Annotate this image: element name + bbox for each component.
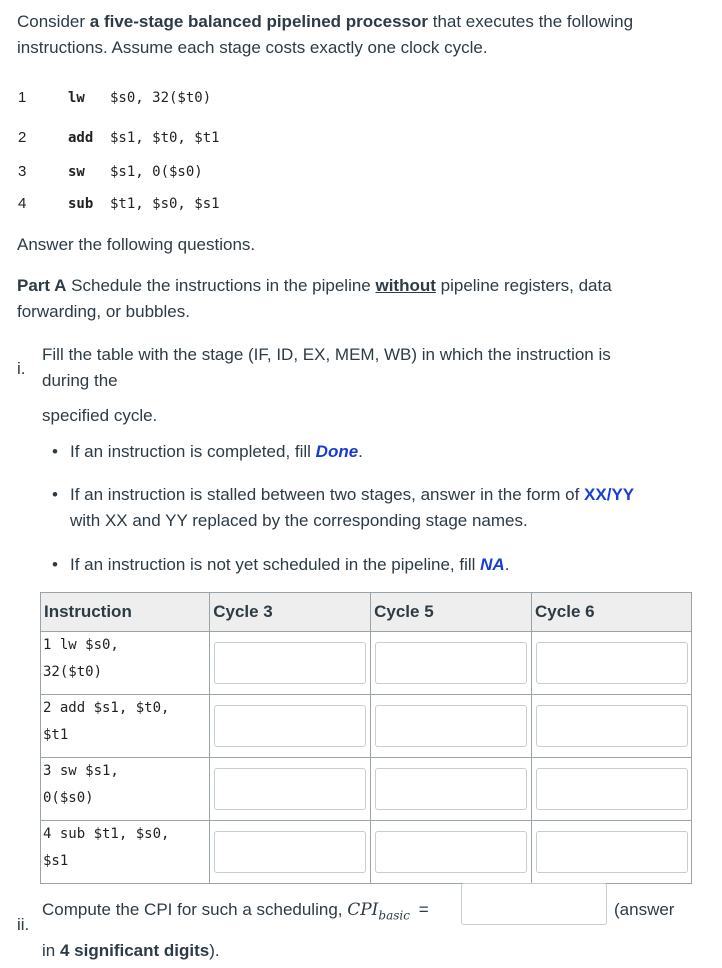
- part-a-paragraph: [17, 273, 707, 325]
- q2-line2-bold: 4 significant digits: [59, 941, 210, 960]
- code-line-2: [18, 129, 220, 146]
- bullet-3: [52, 552, 692, 578]
- header-cycle-6: Cycle 6: [532, 593, 692, 632]
- done-keyword: Done: [315, 442, 359, 461]
- opcode: lw: [68, 90, 85, 106]
- table-header-row: [41, 593, 692, 632]
- header-cycle-3: Cycle 3: [210, 593, 371, 632]
- operands: $t1, $s0, $s1: [110, 196, 220, 212]
- q1-line-3: specified cycle.: [42, 406, 158, 425]
- part-a-without: without: [375, 276, 436, 295]
- cell-cycle-6: [532, 758, 692, 821]
- instr-line-2: $t1: [43, 727, 69, 743]
- code-line-3: [18, 163, 203, 180]
- answer-input-r1-c6[interactable]: [536, 642, 688, 684]
- question-ii-marker: ii.: [17, 915, 30, 934]
- q2-line-2: [42, 938, 220, 964]
- line-number: 4: [18, 195, 27, 212]
- opcode: sub: [68, 196, 94, 212]
- instr-line-2: 32($t0): [43, 664, 103, 680]
- q2-answer-note: (answer: [614, 900, 675, 919]
- answer-input-r4-c6[interactable]: [536, 831, 688, 873]
- bullet-2: [52, 482, 692, 534]
- operands: $s0, 32($t0): [110, 90, 212, 106]
- q1-line-1: Fill the table with the stage (IF, ID, EX, MEM, WB) in which the instruction is: [42, 345, 611, 364]
- code-line-1: [18, 89, 211, 106]
- intro-text-2: that executes the following: [428, 12, 634, 31]
- answer-input-r2-c6[interactable]: [536, 705, 688, 747]
- answer-input-r3-c6[interactable]: [536, 768, 688, 810]
- bullet-item: [52, 482, 692, 534]
- code-line-4: [18, 195, 220, 212]
- opcode: sw: [68, 164, 85, 180]
- answer-following: Answer the following questions.: [17, 235, 256, 254]
- operands: $s1, $t0, $t1: [110, 130, 220, 146]
- cell-cycle-5: [371, 632, 532, 695]
- instruction-cell: [41, 695, 210, 758]
- cell-cycle-5: [371, 821, 532, 884]
- bullet-text-end: .: [504, 555, 510, 574]
- operands: $s1, 0($s0): [110, 164, 203, 180]
- intro-paragraph: [17, 9, 707, 61]
- instr-line-1: 3 sw $s1,: [43, 763, 119, 779]
- answer-input-r1-c3[interactable]: [214, 642, 366, 684]
- cell-cycle-3: [210, 821, 371, 884]
- cpi-subscript: basic: [378, 908, 410, 923]
- intro-bold: a five-stage balanced pipelined processor: [89, 12, 428, 31]
- header-instruction: Instruction: [41, 593, 210, 632]
- xx-yy-keyword: XX/YY: [584, 485, 635, 504]
- line-number: 2: [18, 129, 27, 146]
- part-a-line-2: forwarding, or bubbles.: [17, 302, 190, 321]
- cell-cycle-6: [532, 821, 692, 884]
- cell-cycle-6: [532, 632, 692, 695]
- cell-cycle-5: [371, 695, 532, 758]
- instruction-cell: [41, 632, 210, 695]
- part-a-text-2: pipeline registers, data: [435, 276, 612, 295]
- q2-line2-pre: in: [42, 941, 60, 960]
- bullet-text-2: with XX and YY replaced by the corresponding stage names.: [70, 511, 528, 530]
- intro-text: Consider: [17, 12, 90, 31]
- cell-cycle-5: [371, 758, 532, 821]
- cell-cycle-6: [532, 695, 692, 758]
- cell-cycle-3: [210, 632, 371, 695]
- bullet-text: If an instruction is completed, fill: [70, 442, 316, 461]
- line-number: 1: [18, 89, 27, 106]
- instr-line-1: 4 sub $t1, $s0,: [43, 826, 170, 842]
- cpi-variable: CPI: [347, 900, 379, 920]
- answer-input-r3-c3[interactable]: [214, 768, 366, 810]
- bullet-text-end: .: [358, 442, 363, 461]
- cell-cycle-3: [210, 758, 371, 821]
- answer-input-r2-c3[interactable]: [214, 705, 366, 747]
- opcode: add: [68, 130, 94, 146]
- q2-line2-post: ).: [209, 941, 220, 960]
- bullet-text: If an instruction is stalled between two stages, answer in the form of: [70, 485, 585, 504]
- na-keyword: NA: [480, 555, 505, 574]
- line-number: 3: [18, 163, 27, 180]
- instruction-cell: [41, 821, 210, 884]
- table-row: [41, 632, 692, 695]
- question-i-marker: i.: [17, 359, 26, 378]
- cpi-answer-input[interactable]: [461, 883, 607, 925]
- instr-line-2: $s1: [43, 853, 69, 869]
- table-row: [41, 758, 692, 821]
- instr-line-1: 2 add $s1, $t0,: [43, 700, 170, 716]
- schedule-table: [40, 592, 692, 884]
- q2-text: Compute the CPI for such a scheduling,: [42, 900, 348, 919]
- answer-input-r1-c5[interactable]: [375, 642, 527, 684]
- equals-sign: =: [418, 900, 429, 919]
- table-row: [41, 821, 692, 884]
- answer-input-r4-c5[interactable]: [375, 831, 527, 873]
- question-i-text: [42, 342, 702, 394]
- bullet-1: [52, 439, 692, 465]
- answer-input-r4-c3[interactable]: [214, 831, 366, 873]
- answer-input-r3-c5[interactable]: [375, 768, 527, 810]
- instr-line-1: 1 lw $s0,: [43, 637, 119, 653]
- intro-line-2: instructions. Assume each stage costs exactly one clock cycle.: [17, 38, 488, 57]
- instruction-cell: [41, 758, 210, 821]
- bullet-item: [52, 552, 692, 578]
- header-cycle-5: Cycle 5: [371, 593, 532, 632]
- table-row: [41, 695, 692, 758]
- question-ii-text: [42, 897, 429, 928]
- part-a-label: Part A: [17, 276, 67, 295]
- bullet-text: If an instruction is not yet scheduled in the pipeline, fill: [70, 555, 481, 574]
- instr-line-2: 0($s0): [43, 790, 94, 806]
- part-a-text: Schedule the instructions in the pipeline: [66, 276, 376, 295]
- bullet-item: [52, 439, 692, 465]
- cell-cycle-3: [210, 695, 371, 758]
- q1-line-2: during the: [42, 371, 118, 390]
- answer-input-r2-c5[interactable]: [375, 705, 527, 747]
